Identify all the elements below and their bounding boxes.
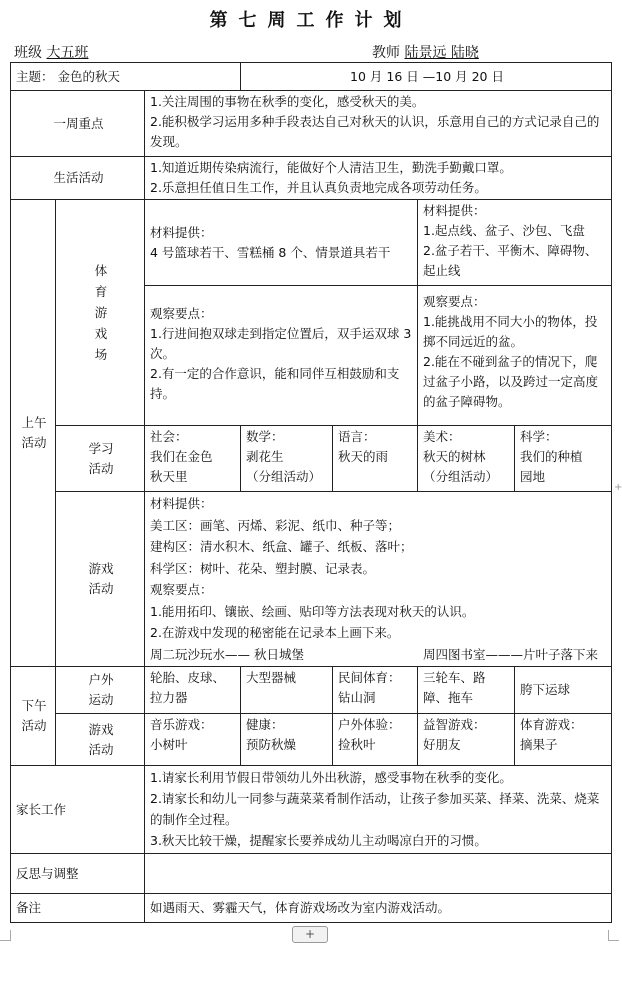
afternoon-game-item[interactable] <box>418 714 515 766</box>
study-subject: 语言： <box>338 429 376 444</box>
remarks-label: 备注 <box>11 894 145 923</box>
life-line: 1.知道近期传染病流行，能做好个人清洁卫生，勤洗手勤戴口罩。 <box>150 160 512 175</box>
outdoor-item[interactable] <box>145 667 241 714</box>
pe-materials-a-title: 材料提供： <box>150 224 213 240</box>
pe-observe-b[interactable] <box>418 286 612 426</box>
pe-observe-b-line: 1.能挑战用不同大小的物体，投掷不同远近的盆。 <box>423 314 598 349</box>
theme-label: 主题： <box>16 68 54 84</box>
teacher-label: 教师 <box>372 45 400 61</box>
study-topic: 园地 <box>520 469 546 484</box>
pe-label-char: 游 <box>94 305 108 320</box>
afternoon-games-row <box>11 714 612 766</box>
afternoon-game-line: 音乐游戏： <box>150 717 213 732</box>
games-schedule-left: 周二玩沙玩水—— 秋日城堡 <box>150 646 304 662</box>
afternoon-game-line: 预防秋燥 <box>246 737 297 752</box>
teacher-info <box>372 42 479 62</box>
games-observe-line: 1.能用拓印、镶嵌、绘画、贴印等方法表现对秋天的认识。 <box>150 603 475 619</box>
study-label <box>56 426 145 492</box>
games-label-line: 活动 <box>88 581 114 596</box>
page-corner-mark-right <box>608 930 619 941</box>
parents-content[interactable] <box>145 766 612 854</box>
study-subject: 数学： <box>246 429 284 444</box>
pe-materials-b-title: 材料提供： <box>423 203 486 218</box>
afternoon-game-item[interactable] <box>515 714 612 766</box>
reflection-label: 反思与调整 <box>11 854 145 894</box>
pe-label-char: 场 <box>94 347 108 362</box>
afternoon-label-line: 下午 <box>21 698 47 713</box>
afternoon-game-line: 健康： <box>246 717 284 732</box>
focus-line: 2.能积极学习运用多种手段表达自己对秋天的认识，乐意用自己的方式记录自己的发现。 <box>150 114 600 149</box>
teacher-value: 陆景远 陆晓 <box>404 45 479 61</box>
afternoon-label-line: 活动 <box>21 718 47 733</box>
study-subject: 美术： <box>423 429 461 444</box>
outdoor-item[interactable] <box>333 667 418 714</box>
theme-cell[interactable] <box>11 63 241 91</box>
afternoon-game-line: 小树叶 <box>150 737 188 752</box>
study-topic: 秋天的雨 <box>338 449 389 464</box>
outdoor-label-line: 运动 <box>88 692 114 707</box>
life-line: 2.乐意担任值日生工作，并且认真负责地完成各项劳动任务。 <box>150 180 487 195</box>
outdoor-item-line: 钻山洞 <box>338 690 376 705</box>
morning-label-line: 上午 <box>21 415 47 430</box>
plan-title: 第七周工作计划 <box>209 10 413 31</box>
reflection-content[interactable] <box>145 854 612 894</box>
study-row <box>11 426 612 492</box>
games-materials-line: 科学区：树叶、花朵、塑封膜、记录表。 <box>150 560 376 576</box>
parents-row <box>11 766 612 854</box>
study-subject-cell[interactable] <box>515 426 612 492</box>
study-label-line: 活动 <box>88 460 114 476</box>
pe-materials-a[interactable] <box>145 200 418 286</box>
theme-row <box>11 63 612 91</box>
afternoon-games-label <box>56 714 145 766</box>
pe-observe-b-title: 观察要点： <box>423 294 486 309</box>
games-label <box>56 492 145 667</box>
pe-materials-b-line: 2.盆子若干、平衡木、障碍物、起止线 <box>423 243 598 278</box>
afternoon-game-item[interactable] <box>333 714 418 766</box>
study-subject-cell[interactable] <box>145 426 241 492</box>
study-topic: 我们的种植 <box>520 449 583 464</box>
afternoon-game-line: 体育游戏： <box>520 717 583 732</box>
study-topic: （分组活动） <box>423 469 499 484</box>
page-corner-mark-left <box>0 930 11 941</box>
study-topic: 秋天的树林 <box>423 449 486 464</box>
reflection-row <box>11 854 612 894</box>
class-label: 班级 <box>14 45 42 61</box>
weekly-plan-table <box>10 62 612 923</box>
pe-observe-a-line: 2.有一定的合作意识，能和同伴互相鼓励和支持。 <box>150 366 400 401</box>
theme-value: 金色的秋天 <box>57 68 121 84</box>
outdoor-item-line: 拉力器 <box>150 690 188 705</box>
games-content[interactable] <box>145 492 612 667</box>
pe-materials-b-line: 1.起点线、盆子、沙包、飞盘 <box>423 223 585 238</box>
games-observe-title: 观察要点： <box>150 582 213 597</box>
games-label-line: 游戏 <box>88 561 114 576</box>
pe-observe-a-line: 1.行进间抱双球走到指定位置后，双手运双球 3 次。 <box>150 326 412 361</box>
pe-materials-row <box>11 200 612 286</box>
parents-line: 2.请家长和幼儿一同参与蔬菜菜肴制作活动，让孩子参加买菜、择菜、洗菜、烧菜的制作全过程。 <box>150 791 600 827</box>
weekly-focus-content[interactable] <box>145 91 612 157</box>
pe-label-char: 育 <box>94 284 108 299</box>
outdoor-item[interactable] <box>418 667 515 714</box>
life-activity-label: 生活活动 <box>11 157 145 200</box>
add-row-button[interactable]: + <box>292 926 328 943</box>
games-row <box>11 492 612 667</box>
remarks-row <box>11 894 612 923</box>
afternoon-game-item[interactable] <box>241 714 333 766</box>
outdoor-row <box>11 667 612 714</box>
pe-observe-a-title: 观察要点： <box>150 306 213 321</box>
date-range[interactable]: 10 月 16 日 —10 月 20 日 <box>241 63 612 91</box>
pe-observe-a[interactable] <box>145 286 418 426</box>
outdoor-item[interactable] <box>515 667 612 714</box>
afternoon-game-line: 捡秋叶 <box>338 737 376 752</box>
afternoon-game-line: 摘果子 <box>520 737 558 752</box>
morning-label <box>11 200 56 667</box>
outdoor-item-line: 轮胎、皮球、 <box>150 670 226 685</box>
pe-label-char: 体 <box>94 263 108 278</box>
outdoor-item-line: 三轮车、路 <box>423 670 486 685</box>
remarks-content[interactable]: 如遇雨天、雾霾天气，体育游戏场改为室内游戏活动。 <box>145 894 612 923</box>
afternoon-game-line: 户外体验： <box>338 717 401 732</box>
focus-line: 1.关注周围的事物在秋季的变化，感受秋天的美。 <box>150 94 425 109</box>
afternoon-label <box>11 667 56 766</box>
class-info <box>14 42 88 62</box>
table-side-add-icon[interactable]: + <box>614 482 622 493</box>
afternoon-games-label-line: 游戏 <box>88 721 114 737</box>
games-materials-line: 建构区：清水积木、纸盒、罐子、纸板、落叶； <box>150 539 413 554</box>
outdoor-label <box>56 667 145 714</box>
pe-label-char: 戏 <box>94 326 108 341</box>
life-activity-row <box>11 157 612 200</box>
study-subject-cell[interactable] <box>418 426 515 492</box>
afternoon-games-label-line: 活动 <box>88 741 114 757</box>
study-subject-cell[interactable] <box>333 426 418 492</box>
study-topic: 我们在金色 <box>150 449 213 464</box>
outdoor-label-line: 户外 <box>88 672 114 687</box>
outdoor-item-line: 障、拖车 <box>423 690 474 705</box>
outdoor-item-line: 民间体育： <box>338 670 401 685</box>
games-schedule-right: 周四图书室———片叶子落下来 <box>422 646 598 662</box>
parents-label: 家长工作 <box>11 766 145 854</box>
afternoon-game-line: 益智游戏： <box>423 717 486 732</box>
morning-label-line: 活动 <box>21 435 47 450</box>
weekly-focus-label: 一周重点 <box>11 91 145 157</box>
parents-line: 1.请家长利用节假日带领幼儿外出秋游，感受事物在秋季的变化。 <box>150 770 512 785</box>
study-topic: 秋天里 <box>150 469 188 484</box>
pe-materials-b[interactable] <box>418 200 612 286</box>
study-label-line: 学习 <box>88 440 114 456</box>
games-materials-title: 材料提供： <box>150 496 213 511</box>
outdoor-item-line: 胯下运球 <box>520 682 571 697</box>
study-subject: 社会： <box>150 429 188 444</box>
study-topic: 剥花生 <box>246 449 284 464</box>
class-value: 大五班 <box>46 45 89 61</box>
life-activity-content[interactable] <box>145 157 612 200</box>
study-topic: （分组活动） <box>246 469 322 484</box>
parents-line: 3.秋天比较干燥，提醒家长要养成幼儿主动喝凉白开的习惯。 <box>150 833 487 848</box>
weekly-focus-row <box>11 91 612 157</box>
outdoor-item[interactable] <box>241 667 333 714</box>
pe-observe-b-line: 2.能在不碰到盆子的情况下，爬过盆子小路，以及跨过一定高度的盆子障碍物。 <box>423 354 599 409</box>
games-observe-line: 2.在游戏中发现的秘密能在记录本上画下来。 <box>150 625 400 640</box>
afternoon-game-item[interactable] <box>145 714 241 766</box>
study-subject-cell[interactable] <box>241 426 333 492</box>
pe-materials-a-text: 4 号篮球若干、雪糕桶 8 个、情景道具若干 <box>150 244 391 260</box>
games-materials-line: 美工区：画笔、丙烯、彩泥、纸巾、种子等； <box>150 517 401 533</box>
pe-games-label <box>56 200 145 426</box>
games-schedule <box>150 644 608 666</box>
outdoor-item-line: 大型器械 <box>246 670 297 685</box>
study-subject: 科学： <box>520 429 558 444</box>
afternoon-game-line: 好朋友 <box>423 737 461 752</box>
